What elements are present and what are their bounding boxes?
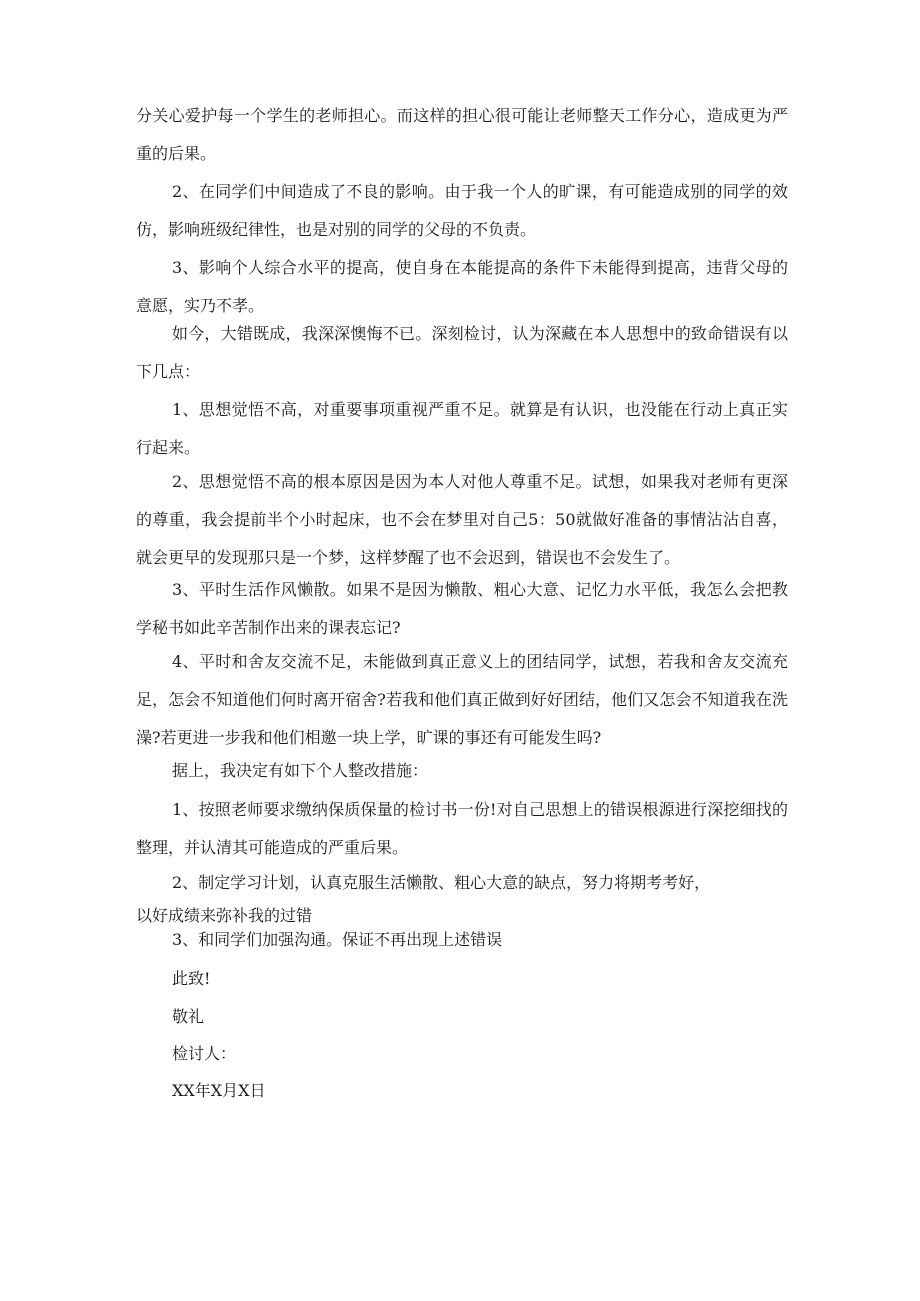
date-line: XX年X月X日: [172, 1081, 266, 1100]
measure-paragraph-3: 3、和同学们加强沟通。保证不再出现上述错误: [172, 930, 503, 949]
measure-2-line-1: 2、制定学习计划，认真克服生活懒散、粗心大意的缺点，努力将期考考好，: [172, 873, 711, 892]
error-paragraph-4: 4、平时和舍友交流不足，未能做到真正意义上的团结同学，试想，若我和舍友交流充足，怎会不知道他们何时离开宿舍?若我和他们真正做到好好团结，他们又怎会不知道我在洗澡?若更进一步我和他们相邀一块上学，旷课的事还有可能发生吗?: [136, 652, 788, 747]
salutation-text: 敬礼: [172, 1007, 205, 1026]
impact-paragraph-2: 2、在同学们中间造成了不良的影响。由于我一个人的旷课，有可能造成别的同学的效仿，影响班级纪律性，也是对别的同学的父母的不负责。: [136, 182, 788, 239]
error-paragraph-3: 3、平时生活作风懒散。如果不是因为懒散、粗心大意、记忆力水平低，我怎么会把教学秘书如此辛苦制作出来的课表忘记?: [136, 580, 788, 637]
error-paragraph-2: 2、思想觉悟不高的根本原因是因为本人对他人尊重不足。试想，如果我对老师有更深的尊重，我会提前半个小时起床，也不会在梦里对自己5：50就做好准备的事情沾沾自喜，就会更早的发现那只是一个梦，这样梦醒了也不会迟到，错误也不会发生了。: [136, 472, 788, 567]
measures-intro: 据上，我决定有如下个人整改措施：: [172, 761, 429, 780]
measure-paragraph-1: 1、按照老师要求缴纳保质保量的检讨书一份!对自己思想上的错误根源进行深挖细找的整理，并认清其可能造成的严重后果。: [136, 800, 788, 857]
closing-text: 此致!: [172, 969, 211, 988]
impact-paragraph-3: 3、影响个人综合水平的提高，使自身在本能提高的条件下未能得到提高，违背父母的意愿，实乃不孝。: [136, 258, 788, 315]
continuation-paragraph: 分关心爱护每一个学生的老师担心。而这样的担心很可能让老师整天工作分心，造成更为严重的后果。: [136, 106, 788, 163]
measure-2-line-2: 以好成绩来弥补我的过错: [136, 906, 313, 925]
signer-label: 检讨人：: [172, 1044, 237, 1063]
error-paragraph-1: 1、思想觉悟不高，对重要事项重视严重不足。就算是有认识，也没能在行动上真正实行起来。: [136, 400, 788, 457]
reflection-intro-paragraph: 如今，大错既成，我深深懊悔不已。深刻检讨，认为深藏在本人思想中的致命错误有以下几点：: [136, 324, 788, 381]
